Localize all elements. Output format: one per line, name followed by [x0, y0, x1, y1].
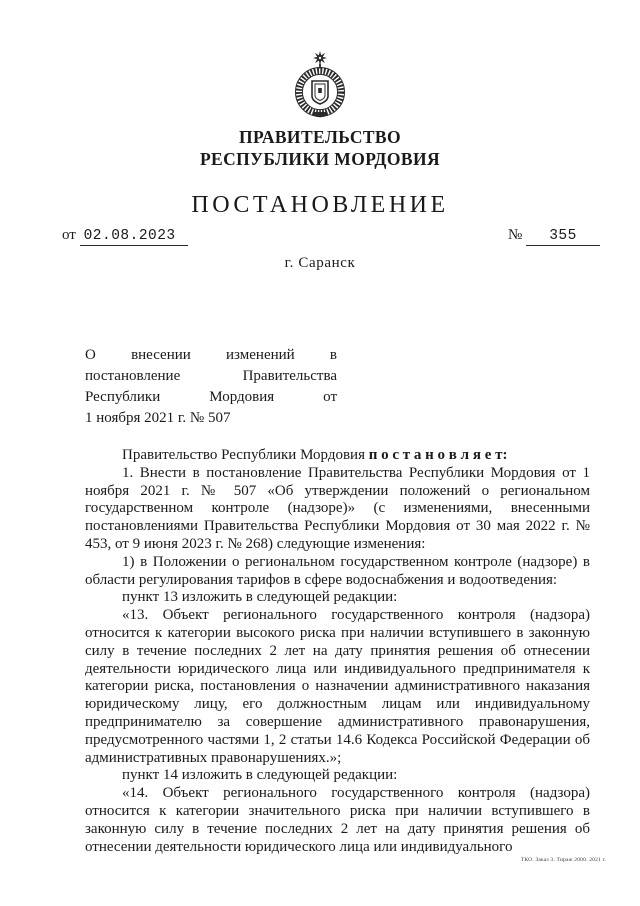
- date-value: 02.08.2023: [80, 228, 188, 246]
- number-prefix: №: [507, 227, 523, 243]
- resolve-intro: Правительство Республики Мордовия: [122, 447, 369, 463]
- paragraph: пункт 13 изложить в следующей редакции:: [122, 589, 398, 606]
- number-field: [508, 227, 600, 246]
- doc-title-line: Республики Мордовия от: [85, 389, 337, 405]
- doc-body: [85, 447, 590, 856]
- paragraph: пункт 14 изложить в следующей редакции:: [122, 767, 398, 784]
- doc-type-title: ПОСТАНОВЛЕНИЕ: [191, 192, 449, 218]
- number-value: 355: [526, 228, 600, 246]
- doc-title-line: О внесении изменений в: [85, 347, 337, 363]
- paragraph: «14. Объект регионального государственного контроля (надзора) относится к категории значительного риска при наличии вступившего в законную силу в течение последних 2 лет на дату принятия решения об отнесении деятельности юридического лица или индивидуального: [85, 785, 590, 855]
- place-name: г. Саранск: [284, 255, 356, 271]
- doc-title-line: постановление Правительства: [85, 368, 337, 384]
- doc-title: [85, 345, 337, 429]
- org-name: [0, 126, 640, 170]
- paragraph: «13. Объект регионального государственного контроля (надзора) относится к категории высокого риска при наличии вступившего в законную силу в течение последних 2 лет на дату принятия решения об отнесении деятельности юридического лица или индивидуального предпринимателя к категории риска, постановления о назначении административного наказания юридическому лицу, его должностным лицам или индивидуальному предпринимателю за совершение административного правонарушения, предусмотренного частями 1, 2 статьи 14.6 Кодекса Российской Федерации об административных правонарушениях.»;: [85, 607, 590, 766]
- org-name-line: ПРАВИТЕЛЬСТВО: [238, 127, 402, 147]
- requisites-row: [62, 227, 600, 249]
- paragraph: 1. Внести в постановление Правительства Республики Мордовия от 1 ноября 2021 г. № 507 «Об утверждении положений о региональном государственном контроле (надзоре)» (с изменениями, внесенными постановлениями Правительства Республики Мордовия от 30 мая 2022 г. № 453, от 9 июня 2023 г. № 268) следующие изменения:: [85, 464, 590, 552]
- resolve-line: [85, 447, 590, 465]
- date-field: [62, 227, 188, 246]
- imprint: ТКО. Заказ 3. Тираж 2000. 2021 г.: [520, 857, 606, 863]
- doc-title-line: 1 ноября 2021 г. № 507: [85, 410, 231, 426]
- mordovia-coat-of-arms-icon: [288, 49, 352, 119]
- resolve-verb: п о с т а н о в л я е т:: [368, 447, 508, 463]
- org-name-line: РЕСПУБЛИКИ МОРДОВИЯ: [199, 149, 441, 169]
- paragraph: 1) в Положении о региональном государственном контроле (надзоре) в области регулирования тарифов в сфере водоснабжения и водоотведения:: [85, 553, 590, 588]
- body-paragraphs: [85, 465, 590, 857]
- date-prefix: от: [62, 227, 76, 243]
